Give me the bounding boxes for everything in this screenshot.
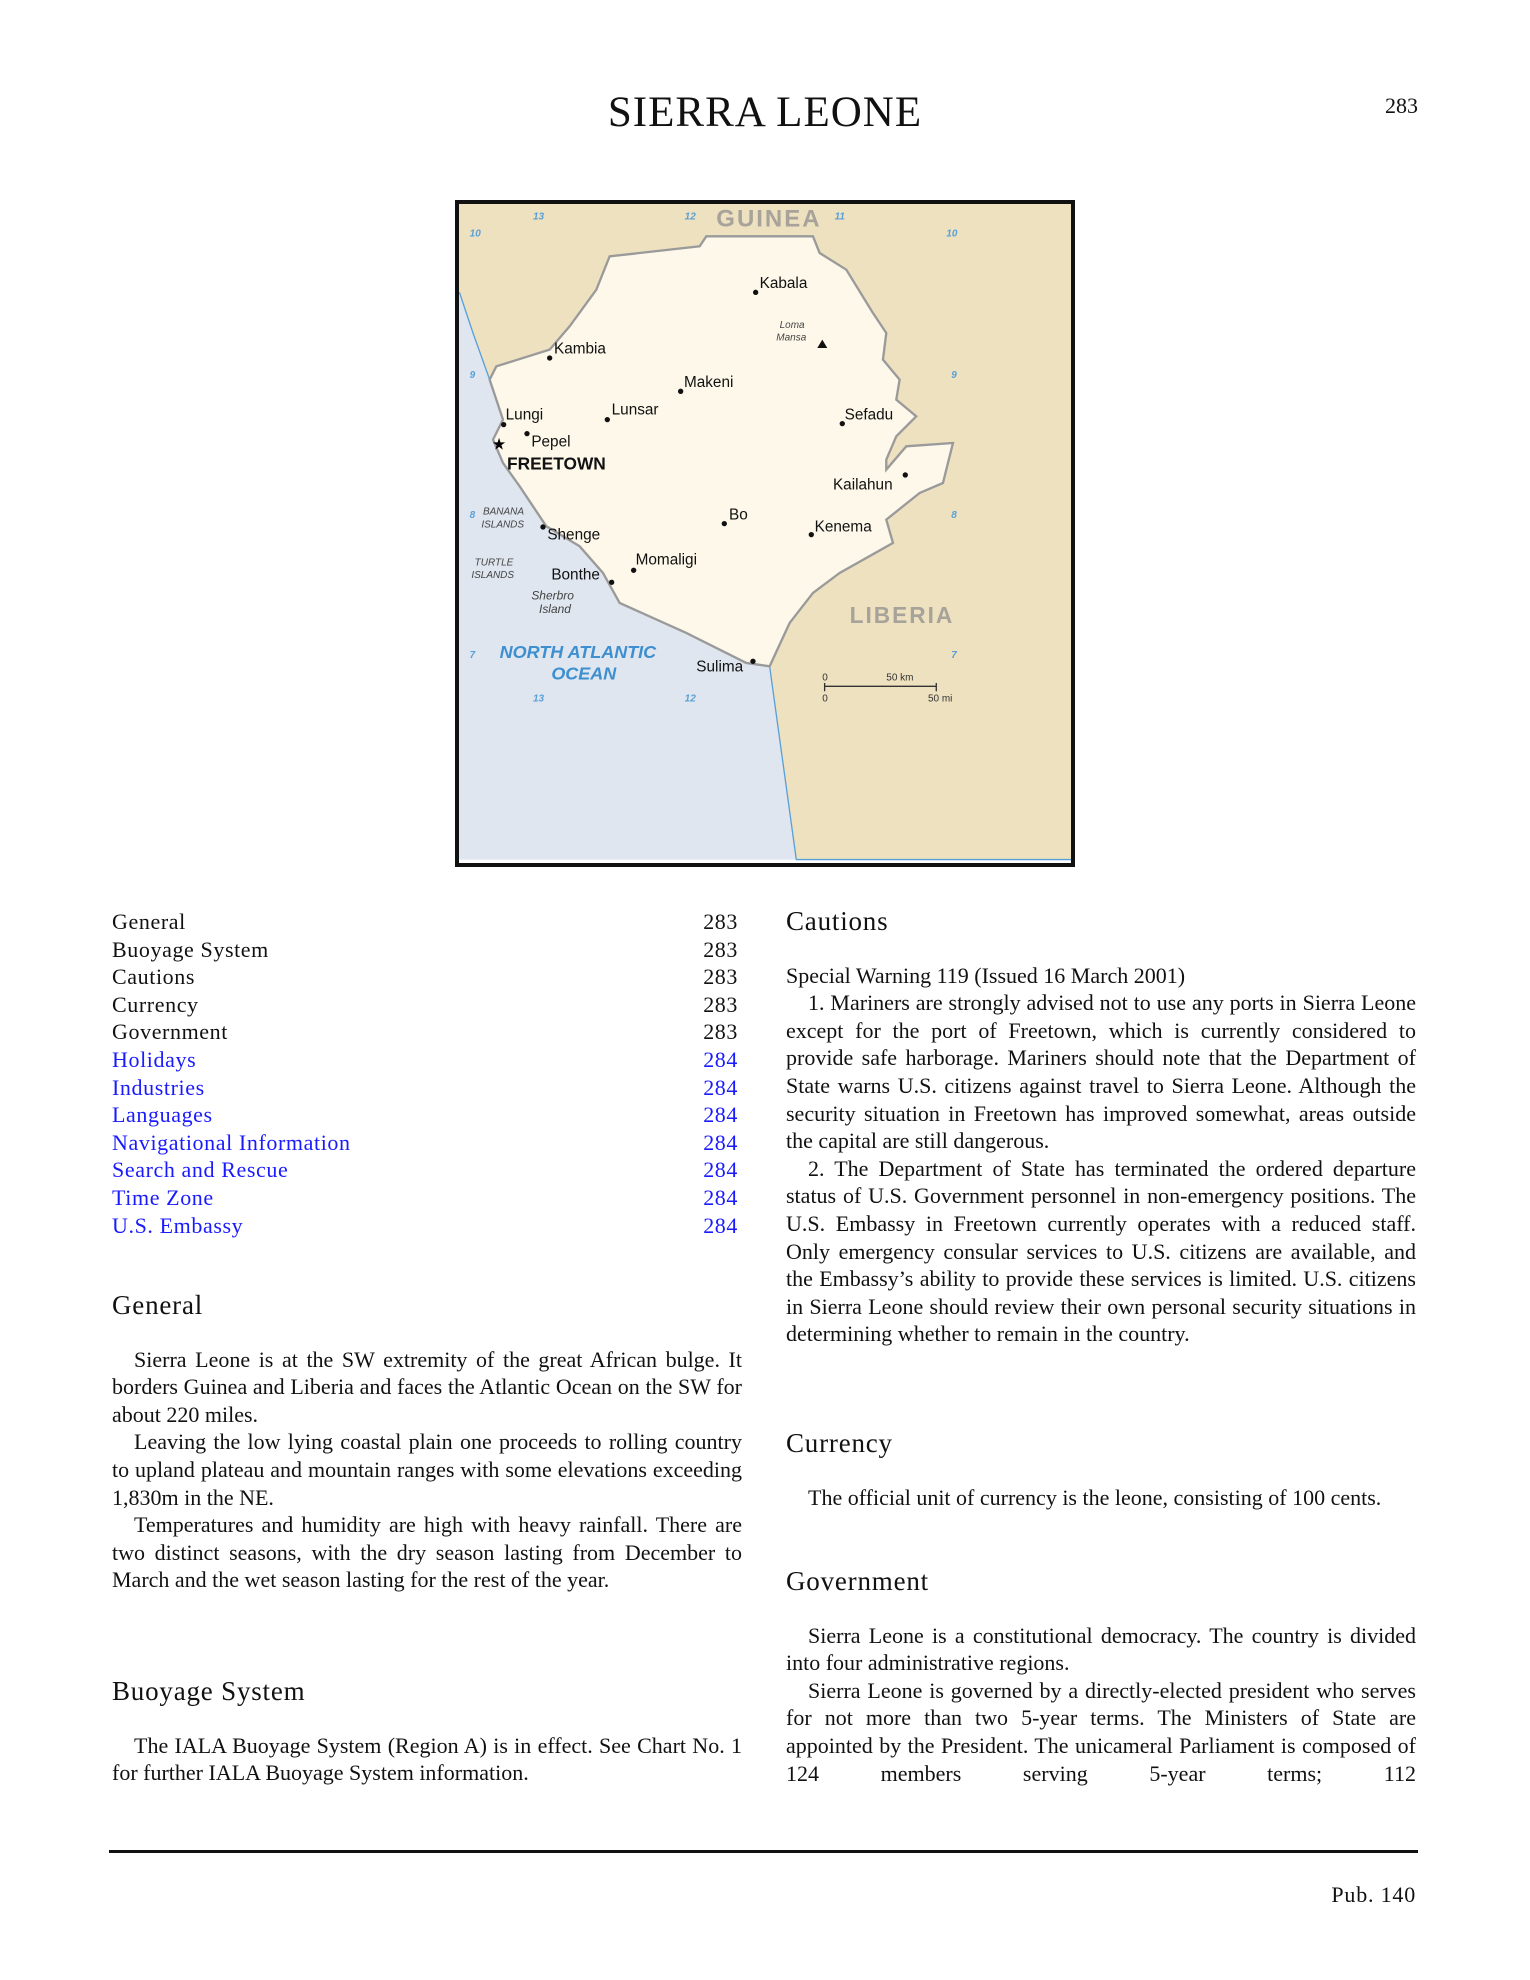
toc-page: 284 — [703, 1046, 738, 1072]
toc-page: 284 — [703, 1074, 738, 1100]
section-heading: General — [112, 1290, 204, 1320]
toc-page: 284 — [703, 1184, 738, 1210]
toc-page: 284 — [703, 1157, 738, 1183]
toc-label: Currency — [112, 991, 199, 1017]
toc-label: Industries — [112, 1074, 205, 1100]
svg-text:Pepel: Pepel — [531, 433, 571, 451]
toc-entry — [112, 1018, 742, 1046]
svg-text:Sherbro: Sherbro — [531, 588, 574, 603]
paragraph: Sierra Leone is a constitutional democracy. The country is divided into four administrative regions. — [786, 1622, 1416, 1676]
svg-text:0: 0 — [822, 693, 828, 705]
toc-label: General — [112, 909, 186, 934]
toc-label: Search and Rescue — [112, 1157, 289, 1183]
page-title: SIERRA LEONE — [607, 89, 923, 136]
svg-text:Momaligi: Momaligi — [635, 551, 697, 569]
svg-text:Kenema: Kenema — [814, 518, 872, 536]
toc-page: 284 — [703, 1212, 738, 1238]
paragraph: Temperatures and humidity are high with heavy rainfall. There are two distinct seasons, with the dry season lasting from December to March and the wet season lasting for the rest of the year. — [112, 1512, 742, 1593]
svg-text:12: 12 — [684, 693, 696, 705]
map-graphic — [459, 204, 1071, 863]
label-ocean-1: NORTH ATLANTIC — [499, 641, 657, 662]
svg-text:7: 7 — [469, 649, 476, 661]
section-currency — [786, 1430, 1416, 1511]
section-heading: Cautions — [786, 906, 889, 936]
toc-entry — [112, 991, 742, 1019]
svg-text:12: 12 — [684, 211, 696, 223]
warning-title: Special Warning 119 (Issued 16 March 2001) — [786, 962, 1186, 988]
label-capital: FREETOWN — [506, 453, 606, 474]
toc-page: 284 — [703, 1102, 738, 1128]
svg-text:Makeni: Makeni — [683, 373, 734, 391]
toc-entry[interactable] — [112, 1156, 742, 1184]
toc-label: Government — [112, 1019, 228, 1045]
svg-text:ISLANDS: ISLANDS — [481, 519, 525, 531]
svg-text:Island: Island — [538, 601, 571, 616]
svg-text:8: 8 — [951, 509, 957, 521]
toc-entry — [112, 936, 742, 964]
table-of-contents — [112, 908, 742, 1239]
toc-page: 283 — [703, 964, 738, 990]
svg-text:Kailahun: Kailahun — [832, 476, 893, 494]
toc-page: 283 — [703, 936, 738, 962]
toc-label: Buoyage System — [112, 936, 269, 962]
capital-star-icon: ★ — [491, 436, 507, 454]
paragraph: The IALA Buoyage System (Region A) is in effect. See Chart No. 1 for further IALA Buoyage System information. — [112, 1732, 742, 1786]
label-ocean-2: OCEAN — [551, 663, 617, 684]
paragraph: 2. The Department of State has terminated the ordered departure status of U.S. Government personnel in non-emergency positions. The U.S. Embassy in Freetown currently operates with a reduced staff. Only emergency consular services to U.S. citizens are available, and the Embassy’s ability to provide these services is limited. U.S. citizens in Sierra Leone should review their own personal security situations in determining whether to remain in the country. — [786, 1155, 1416, 1347]
toc-label: Holidays — [112, 1046, 197, 1072]
toc-label: Languages — [112, 1102, 213, 1128]
paragraph: The official unit of currency is the leone, consisting of 100 cents. — [808, 1484, 1382, 1510]
svg-text:13: 13 — [532, 693, 545, 705]
toc-page: 283 — [703, 909, 738, 934]
toc-label: Cautions — [112, 964, 196, 990]
svg-text:8: 8 — [469, 509, 476, 521]
toc-entry[interactable] — [112, 1212, 742, 1240]
svg-text:50 mi: 50 mi — [927, 693, 953, 705]
section-heading: Buoyage System — [112, 1676, 306, 1706]
toc-entry[interactable] — [112, 1184, 742, 1212]
svg-text:Loma: Loma — [779, 319, 805, 331]
footer-rule — [109, 1850, 1418, 1853]
paragraph: Sierra Leone is governed by a directly-elected president who serves for not more than two 5-year terms. The Ministers of State are appointed by the President. The unicameral Parliament is composed of 124 members serving 5-year terms; 112 — [786, 1677, 1416, 1786]
svg-text:ISLANDS: ISLANDS — [471, 569, 515, 581]
toc-page: 283 — [703, 1019, 738, 1045]
section-buoyage — [112, 1678, 742, 1787]
svg-text:9: 9 — [951, 369, 957, 381]
toc-entry[interactable] — [112, 1046, 742, 1074]
svg-text:0: 0 — [822, 672, 828, 684]
svg-text:Bo: Bo — [728, 506, 748, 524]
svg-text:Shenge: Shenge — [547, 526, 601, 544]
toc-entry[interactable] — [112, 1129, 742, 1157]
toc-label: Time Zone — [112, 1184, 214, 1210]
toc-page: 283 — [703, 991, 738, 1017]
section-heading: Currency — [786, 1428, 893, 1458]
svg-text:9: 9 — [469, 369, 476, 381]
section-heading: Government — [786, 1566, 929, 1596]
page-number: 283 — [1385, 93, 1418, 118]
toc-entry — [112, 908, 742, 936]
toc-entry[interactable] — [112, 1101, 742, 1129]
publication-label: Pub. 140 — [1331, 1882, 1416, 1907]
svg-text:11: 11 — [834, 211, 846, 223]
section-government — [786, 1568, 1416, 1787]
section-general — [112, 1292, 742, 1594]
paragraph: 1. Mariners are strongly advised not to use any ports in Sierra Leone except for the port of Freetown, which is currently considered to provide safe harborage. Mariners should note that the Department of State warns U.S. citizens against travel to Sierra Leone. Although the security situation in Freetown has improved somewhat, areas outside the capital are still dangerous. — [786, 990, 1416, 1154]
svg-text:7: 7 — [951, 649, 957, 661]
svg-text:10: 10 — [946, 228, 958, 240]
svg-text:Kambia: Kambia — [553, 340, 606, 358]
svg-text:Kabala: Kabala — [759, 274, 808, 292]
svg-text:Lungi: Lungi — [505, 406, 544, 424]
label-guinea: GUINEA — [716, 205, 822, 233]
sierra-leone-map — [455, 200, 1075, 867]
section-cautions — [786, 908, 1416, 1348]
label-liberia: LIBERIA — [849, 601, 955, 628]
svg-text:Bonthe: Bonthe — [551, 566, 600, 584]
toc-entry[interactable] — [112, 1074, 742, 1102]
toc-label: Navigational Information — [112, 1129, 351, 1155]
svg-text:Sulima: Sulima — [696, 658, 744, 676]
svg-text:Sefadu: Sefadu — [844, 406, 894, 424]
svg-text:50 km: 50 km — [886, 672, 914, 684]
toc-page: 284 — [703, 1129, 738, 1155]
svg-text:TURTLE: TURTLE — [474, 557, 514, 569]
toc-entry — [112, 963, 742, 991]
svg-text:10: 10 — [469, 228, 481, 240]
svg-text:13: 13 — [532, 211, 545, 223]
svg-text:Lunsar: Lunsar — [611, 401, 659, 419]
paragraph: Sierra Leone is at the SW extremity of the great African bulge. It borders Guinea and Liberia and faces the Atlantic Ocean on the SW for about 220 miles. — [112, 1346, 742, 1427]
svg-text:Mansa: Mansa — [776, 332, 807, 344]
toc-label: U.S. Embassy — [112, 1212, 244, 1238]
paragraph: Leaving the low lying coastal plain one proceeds to rolling country to upland plateau and mountain ranges with some elevations exceeding 1,830m in the NE. — [112, 1429, 742, 1510]
svg-text:BANANA: BANANA — [482, 506, 525, 518]
